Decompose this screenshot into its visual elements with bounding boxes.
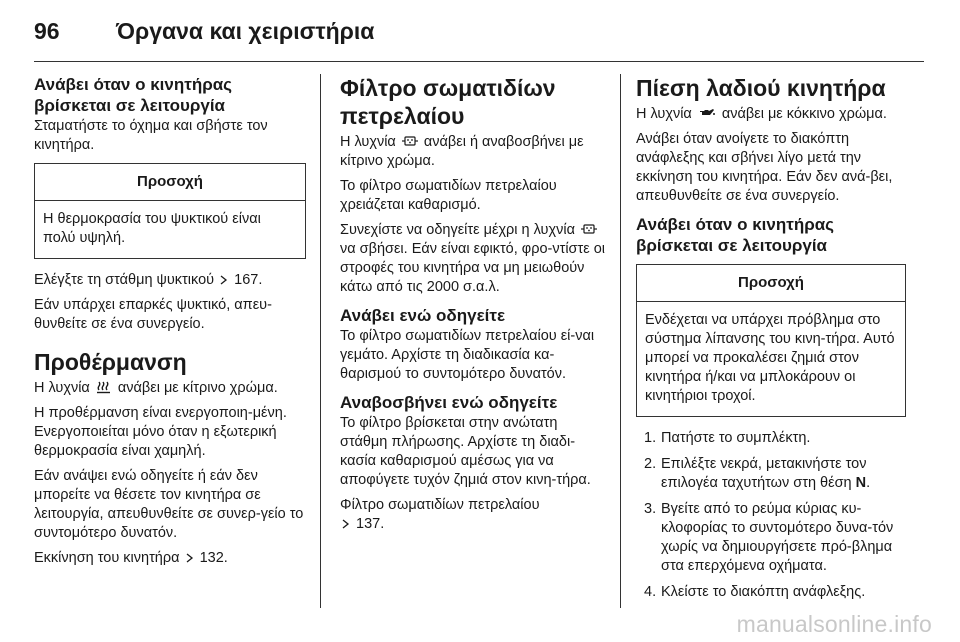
header-divider (34, 61, 924, 62)
column-3 (636, 74, 906, 609)
page-header (34, 14, 924, 64)
paragraph (636, 105, 906, 124)
page-reference-arrow-icon (342, 519, 350, 529)
text: να σβήσει. Εάν είναι εφικτό, φρο-ντίστε οι στροφές του κινητήρα να μη μειωθούν κάτω από τις 2000 σ.α.λ. (340, 241, 605, 295)
paragraph: Η προθέρμανση είναι ενεργοποιη-μένη. Ενεργοποιείται μόνο όταν η εξωτερική θερμοκρασία είναι χαμηλή. (34, 405, 287, 459)
glow-plug-icon (96, 380, 112, 394)
list-item (636, 583, 906, 602)
oil-can-icon (698, 106, 716, 120)
paragraph (34, 271, 306, 290)
text: Φίλτρο σωματιδίων πετρελαίου (340, 497, 540, 513)
paragraph: Το φίλτρο σωματιδίων πετρελαίου χρειάζεται καθαρισμό. (340, 178, 557, 213)
step-text: Βγείτε από το ρεύμα κύριας κυ-κλοφορίας το συντομότερο δυνα-τόν χωρίς να δημιουργήσετε πρό-βλημα στα επερχόμενα οχήματα. (661, 501, 894, 574)
text: Ελέγξτε τη στάθμη ψυκτικού (34, 272, 215, 288)
section-heading-preheating: Προθέρμανση (34, 349, 187, 375)
gear-position-label: N (855, 475, 867, 491)
paragraph (34, 549, 306, 568)
page-reference-arrow-icon (186, 553, 194, 563)
page-reference-arrow-icon (220, 275, 228, 285)
diesel-particle-filter-icon (402, 134, 418, 148)
list-item (636, 429, 906, 448)
text: ανάβει με κόκκινο χρώμα. (721, 106, 887, 122)
caution-title: Προσοχή (35, 164, 305, 201)
text: Η λυχνία (340, 134, 396, 150)
text: ανάβει ή αναβοσβήνει με κίτρινο χρώμα. (340, 134, 584, 169)
step-text-tail: . (866, 475, 871, 491)
paragraph (340, 133, 606, 171)
column-divider-1 (320, 74, 321, 608)
step-text: Κλείστε το διακόπτη ανάφλεξης. (661, 584, 866, 600)
step-number: 1. (644, 430, 657, 446)
paragraph: Το φίλτρο σωματιδίων πετρελαίου εί-ναι γεμάτο. Αρχίστε τη διαδικασία κα-θαρισμού το συντομότερο δυνατόν. (340, 328, 595, 382)
paragraph (340, 496, 606, 534)
text: Συνεχίστε να οδηγείτε μέχρι η λυχνία (340, 222, 575, 238)
steps-list (636, 429, 906, 602)
list-item (636, 500, 906, 576)
column-1 (34, 74, 306, 574)
column-divider-2 (620, 74, 621, 608)
subheading-flashes-while-driving: Αναβοσβήνει ενώ οδηγείτε (340, 393, 558, 412)
text: Εκκίνηση του κινητήρα (34, 550, 180, 566)
page-reference-link[interactable]: 137. (356, 516, 385, 532)
page-reference-link[interactable]: 132. (199, 550, 228, 566)
heading-line-1: Φίλτρο σωματιδίων (340, 75, 556, 101)
diesel-particle-filter-icon (581, 222, 597, 236)
subheading-lights-while-driving: Ανάβει ενώ οδηγείτε (340, 306, 506, 325)
section-heading-running (34, 74, 306, 116)
step-text: Επιλέξτε νεκρά, μετακινήστε τον επιλογέα ταχυτήτων στη θέση (661, 456, 867, 491)
page-number: 96 (34, 18, 60, 44)
paragraph: Ανάβει όταν ανοίγετε το διακόπτη ανάφλεξης και σβήνει λίγο μετά την εκκίνηση του κινητήρα. Εάν δεν ανά-βει, απευθυνθείτε σε ένα συνεργείο. (636, 131, 893, 204)
paragraph: Εάν υπάρχει επαρκές ψυκτικό, απευ-θυνθείτε σε ένα συνεργείο. (34, 297, 272, 332)
paragraph (34, 379, 306, 398)
column-2 (340, 74, 606, 540)
caution-title: Προσοχή (637, 265, 905, 302)
caution-body: Ενδέχεται να υπάρχει πρόβλημα στο σύστημα λίπανσης του κινη-τήρα. Αυτό μπορεί να προκαλέσει ζημιά στον κινητήρα ή/και να μπλοκάρουν οι κινητήριοι τροχοί. (645, 312, 895, 404)
section-heading-oil-pressure: Πίεση λαδιού κινητήρα (636, 75, 886, 101)
heading-line-2: βρίσκεται σε λειτουργία (636, 236, 828, 255)
paragraph (340, 221, 606, 297)
page-reference-link[interactable]: 167. (234, 272, 263, 288)
heading-line-2: πετρελαίου (340, 103, 465, 129)
page-title: Όργανα και χειριστήρια (116, 18, 375, 44)
caution-box (34, 163, 306, 259)
caution-box (636, 264, 906, 417)
text: Η λυχνία (636, 106, 692, 122)
list-item (636, 455, 906, 493)
step-text: Πατήστε το συμπλέκτη. (661, 430, 811, 446)
paragraph: Εάν ανάψει ενώ οδηγείτε ή εάν δεν μπορείτε να θέσετε τον κινητήρα σε λειτουργία, απευθυνθείτε σε συνερ-γείο το συντομότερο δυνατόν. (34, 468, 304, 541)
text: ανάβει με κίτρινο χρώμα. (117, 380, 278, 396)
heading-line-1: Ανάβει όταν ο κινητήρας (636, 215, 835, 234)
heading-line-1: Ανάβει όταν ο κινητήρας (34, 75, 233, 94)
step-number: 3. (644, 501, 657, 517)
step-number: 4. (644, 584, 657, 600)
paragraph: Σταματήστε το όχημα και σβήστε τον κινητήρα. (34, 118, 268, 153)
text: Η λυχνία (34, 380, 90, 396)
caution-body: Η θερμοκρασία του ψυκτικού είναι πολύ υψηλή. (43, 211, 261, 246)
watermark: manualsonline.info (736, 611, 932, 637)
section-heading-particle-filter (340, 74, 606, 130)
paragraph: Το φίλτρο βρίσκεται στην ανώτατη στάθμη πλήρωσης. Αρχίστε τη διαδι-κασία καθαρισμού αμέσως για να αποφύγετε τυχόν ζημιά στον κινη-τήρα. (340, 415, 591, 488)
step-number: 2. (644, 456, 657, 472)
subheading-running (636, 214, 906, 256)
heading-line-2: βρίσκεται σε λειτουργία (34, 96, 226, 115)
